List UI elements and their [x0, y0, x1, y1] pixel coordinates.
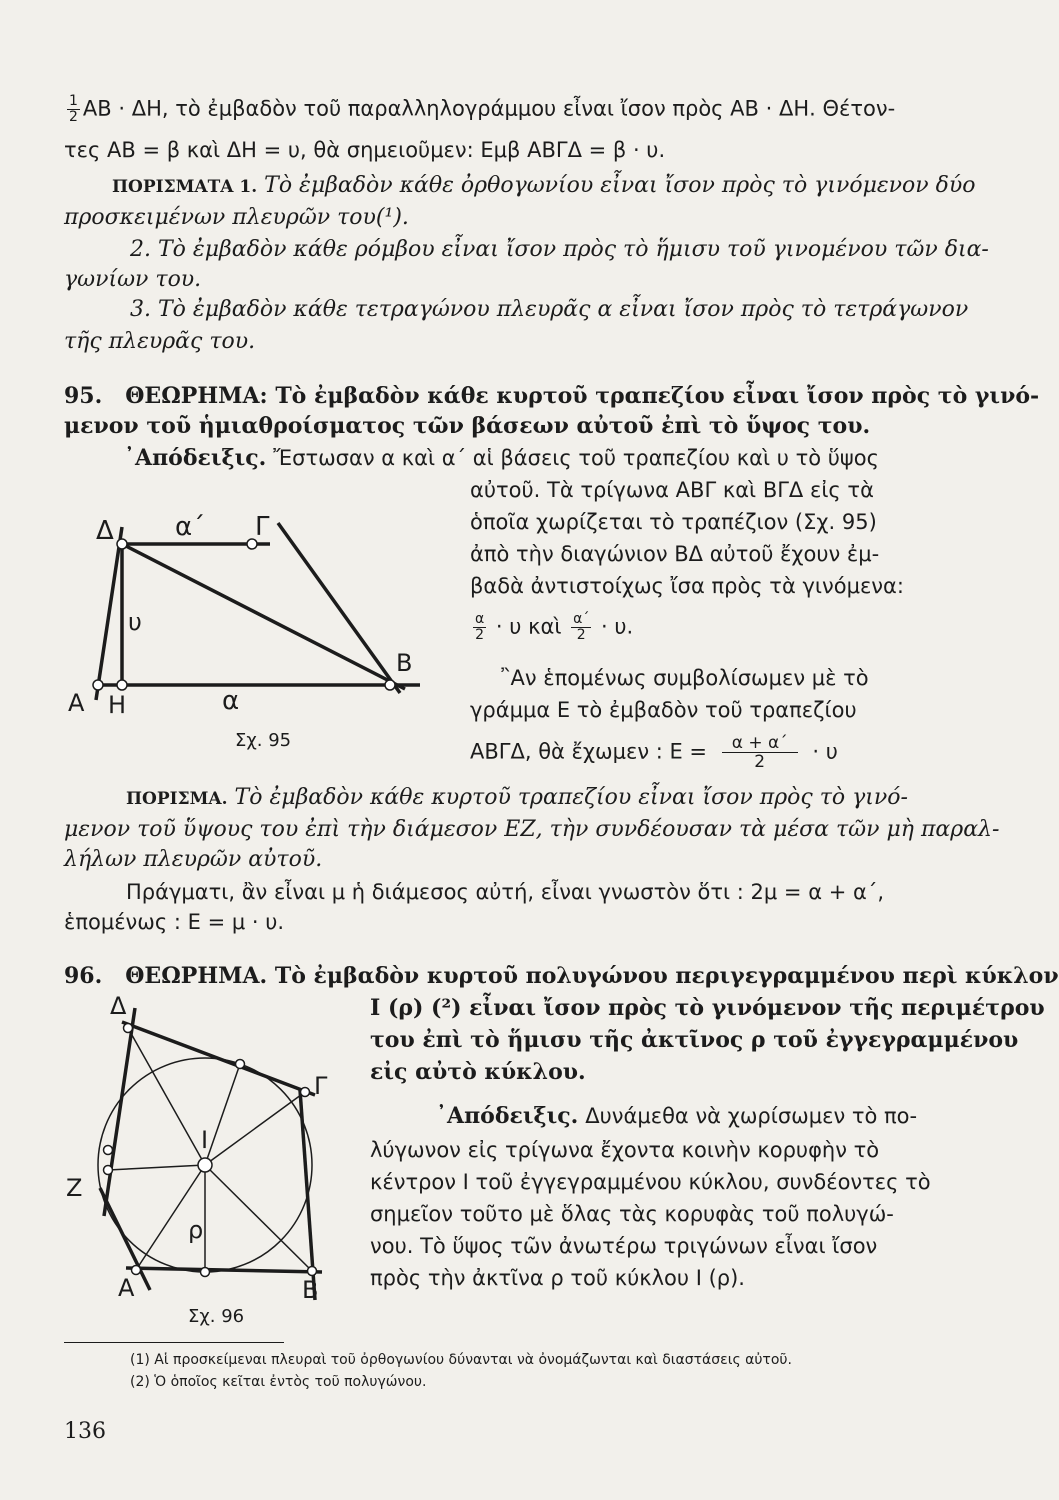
label-D-96: Δ: [110, 992, 127, 1020]
figure-96-polygon-incircle: [60, 990, 360, 1330]
proof-label-95: ᾿Απόδειξις.: [124, 445, 267, 471]
theorem95-line-1: 95. ΘΕΩΡΗΜΑ: Τὸ ἐμβαδὸν κάθε κυρτοῦ τραπεζίου εἶναι ἴσον πρὸς τὸ γινό-: [64, 383, 1040, 409]
label-a: α: [222, 686, 240, 716]
label-G: Γ: [255, 512, 270, 542]
theorem96-line-4: εἰς αὐτὸ κύκλου.: [370, 1059, 586, 1085]
theorem95-proof-line-1: ᾿Απόδειξις. Ἔστωσαν α καὶ α΄ αἱ βάσεις τοῦ τραπεζίου καὶ υ τὸ ὕψος: [124, 445, 879, 471]
half-fraction: $\frac{1}{2}$: [69, 93, 78, 125]
label-G-96: Γ: [314, 1072, 328, 1100]
label-A-96: Α: [118, 1274, 135, 1302]
label-r-96: ρ: [188, 1216, 204, 1244]
porismata-line-3: 2. Τὸ ἐμβαδὸν κάθε ρόμβου εἶναι ἴσον πρὸς τὸ ἥμισυ τοῦ γινομένου τῶν δια-: [130, 237, 989, 262]
porisma-line-3: λήλων πλευρῶν αὐτοῦ.: [64, 847, 323, 872]
theorem95-proof-line-2: αὐτοῦ. Τὰ τρίγωνα ΑΒΓ καὶ ΒΓΔ εἰς τὰ: [470, 478, 874, 502]
label-B: Β: [396, 649, 413, 677]
figure-96-caption: Σχ. 96: [188, 1306, 245, 1327]
footnote-2: (2) Ὁ ὁποῖος κεῖται ἐντὸς τοῦ πολυγώνου.: [130, 1374, 427, 1390]
theorem95-after-line-1: ῍Αν ἑπομένως συμβολίσωμεν μὲ τὸ: [500, 666, 869, 690]
theorem95-proof-line-3: ὁποῖα χωρίζεται τὸ τραπέζιον (Σχ. 95): [470, 510, 877, 534]
label-I-96: Ι: [201, 1126, 209, 1154]
fraction-a-prime-over-2: $\frac{\alpha΄}{2}$: [573, 611, 590, 643]
porisma-line-2: μενον τοῦ ὕψους του ἐπὶ τὴν διάμεσον ΕΖ, τὴν συνδέουσαν τὰ μέσα τῶν μὴ παραλ-: [64, 817, 1000, 842]
trapezoid-area-formula: ΑΒΓΔ, θὰ ἔχωμεν : Ε = $\frac{\alpha + \alpha΄}{2}$ · υ: [470, 733, 838, 772]
label-Z-96: Ζ: [66, 1174, 83, 1202]
intro-line-2: τες ΑΒ = β καὶ ΔΗ = υ, θὰ σημειοῦμεν: Εμβ ΑΒΓΔ = β · υ.: [64, 138, 666, 162]
theorem95-fractions-line: $\frac{\alpha}{2}$ · υ καὶ $\frac{\alpha΄}{2}$ · υ.: [475, 611, 634, 643]
theorem96-proof-line-2: λύγωνον εἰς τρίγωνα ἔχοντα κοινὴν κορυφὴν τὸ: [370, 1138, 880, 1162]
theorem95-number: 95.: [64, 383, 103, 409]
formula-fraction: $\frac{\alpha + \alpha΄}{2}$: [722, 734, 798, 771]
theorem96-line-3: του ἐπὶ τὸ ἥμισυ τῆς ἀκτῖνος ρ τοῦ ἐγγεγραμμένου: [370, 1027, 1019, 1053]
label-a-prime: α΄: [175, 512, 206, 542]
porismata-heading: ΠΟΡΙΣΜΑΤΑ 1.: [112, 177, 258, 197]
theorem95-proof-line-5: βαδὰ ἀντιστοίχως ἴσα πρὸς τὰ γινόμενα:: [470, 574, 904, 598]
theorem96-line-1: 96. ΘΕΩΡΗΜΑ. Τὸ ἐμβαδὸν κυρτοῦ πολυγώνου περιγεγραμμένου περὶ κύκλον: [64, 963, 1059, 989]
theorem96-proof-line-6: πρὸς τὴν ἀκτῖνα ρ τοῦ κύκλου Ι (ρ).: [370, 1266, 745, 1290]
label-D: Δ: [96, 516, 114, 546]
theorem96-proof-line-1: ᾿Απόδειξις. Δυνάμεθα νὰ χωρίσωμεν τὸ πο-: [436, 1103, 918, 1129]
label-B-96: Β: [302, 1276, 319, 1304]
porismata-line-6: τῆς πλευρᾶς του.: [64, 329, 256, 354]
intro-line-1: $\frac{1}{2}$ ΑΒ · ΔΗ, τὸ ἐμβαδὸν τοῦ παραλληλογράμμου εἶναι ἴσον πρὸς ΑΒ · ΔΗ. Θέτον-: [69, 93, 896, 125]
theorem96-proof-line-3: κέντρον Ι τοῦ ἐγγεγραμμένου κύκλου, συνδέοντες τὸ: [370, 1170, 931, 1194]
page-number: 136: [64, 1419, 106, 1444]
label-H: Η: [108, 691, 127, 719]
footnote-rule: [64, 1342, 284, 1343]
theorem95-proof-line-4: ἀπὸ τὴν διαγώνιον ΒΔ αὐτοῦ ἔχουν ἐμ-: [470, 542, 880, 566]
theorem95-line-2: μενον τοῦ ἡμιαθροίσματος τῶν βάσεων αὐτοῦ ἐπὶ τὸ ὕψος του.: [64, 413, 871, 439]
theorem96-proof-line-4: σημεῖον τοῦτο μὲ ὅλας τὰς κορυφὰς τοῦ πολυγώ-: [370, 1202, 894, 1226]
porisma-line-4: Πράγματι, ἂν εἶναι μ ἡ διάμεσος αὐτή, εἶναι γνωστὸν ὅτι : 2μ = α + α΄,: [126, 880, 884, 904]
theorem96-line-2: Ι (ρ) (²) εἶναι ἴσον πρὸς τὸ γινόμενον τῆς περιμέτρου: [370, 995, 1045, 1021]
theorem95-after-line-2: γράμμα Ε τὸ ἐμβαδὸν τοῦ τραπεζίου: [470, 698, 857, 722]
figure-95-trapezoid: [60, 505, 440, 765]
label-A: Α: [68, 689, 85, 717]
porisma-heading: ΠΟΡΙΣΜΑ.: [126, 789, 228, 809]
proof-label-96: ᾿Απόδειξις.: [436, 1103, 579, 1129]
porismata-line-5: 3. Τὸ ἐμβαδὸν κάθε τετραγώνου πλευρᾶς α εἶναι ἴσον πρὸς τὸ τετράγωνον: [130, 297, 969, 322]
figure-95-caption: Σχ. 95: [235, 730, 292, 751]
porisma-line-5: ἑπομένως : Ε = μ · υ.: [64, 910, 285, 934]
porismata-line-2: προσκειμένων πλευρῶν του(¹).: [64, 205, 409, 230]
fraction-a-over-2: $\frac{\alpha}{2}$: [475, 611, 485, 643]
porismata-line-4: γωνίων του.: [64, 267, 202, 292]
theorem96-number: 96.: [64, 963, 103, 989]
theorem96-proof-line-5: νου. Τὸ ὕψος τῶν ἀνωτέρω τριγώνων εἶναι ἴσον: [370, 1234, 878, 1258]
porisma-line-1: ΠΟΡΙΣΜΑ. Τὸ ἐμβαδὸν κάθε κυρτοῦ τραπεζίου εἶναι ἴσον πρὸς τὸ γινό-: [126, 785, 908, 810]
label-u: υ: [128, 608, 142, 636]
footnote-1: (1) Αἱ προσκείμεναι πλευραὶ τοῦ ὀρθογωνίου δύνανται νὰ ὀνομάζωνται καὶ διαστάσεις αὐτοῦ.: [130, 1352, 792, 1368]
porismata-line-1: ΠΟΡΙΣΜΑΤΑ 1. Τὸ ἐμβαδὸν κάθε ὀρθογωνίου εἶναι ἴσον πρὸς τὸ γινόμενον δύο: [112, 173, 976, 198]
